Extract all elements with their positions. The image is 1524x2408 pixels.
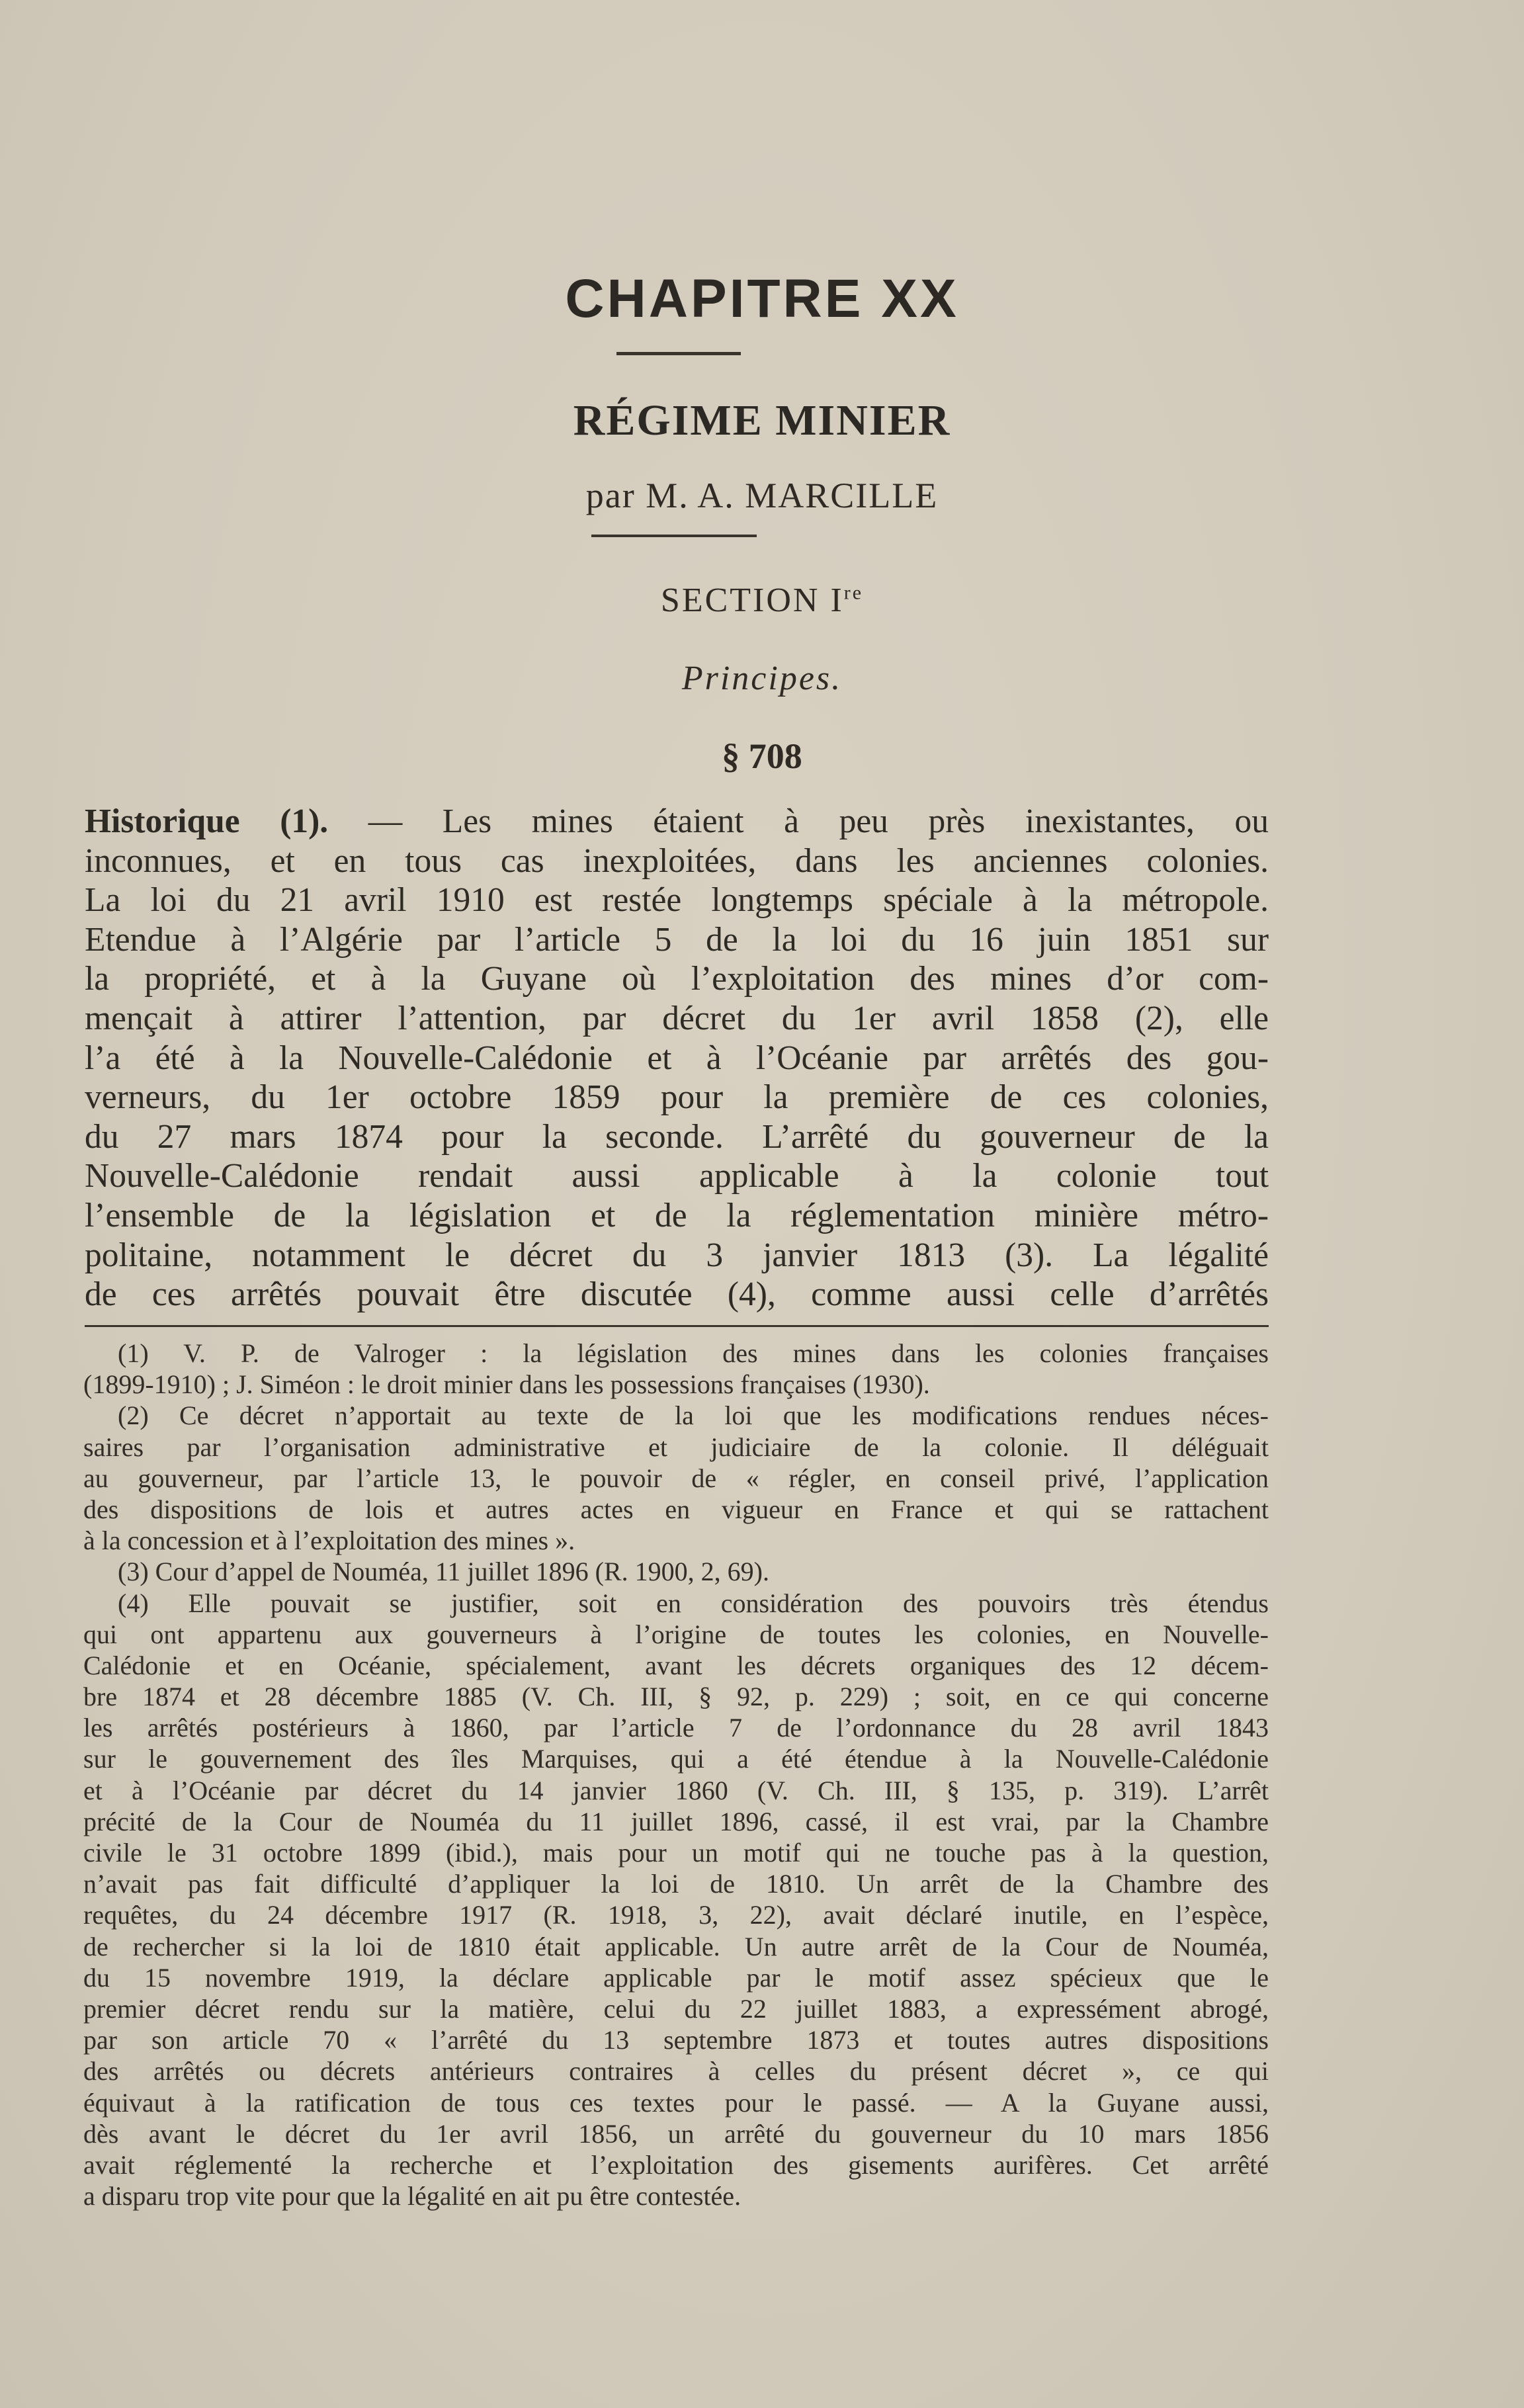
chapter-title: CHAPITRE XX [565, 269, 959, 329]
body-line: du 27 mars 1874 pour la seconde. L’arrêté du gouverneur de la [85, 1117, 1269, 1156]
body-line: Historique (1). — Les mines étaient à peu près inexistantes, ou [85, 802, 1269, 840]
body-line: inconnues, et en tous cas inexploitées, dans les anciennes colonies. [85, 841, 1269, 880]
body-line: Etendue à l’Algérie par l’article 5 de la loi du 16 juin 1851 sur [85, 920, 1269, 959]
footnote-line: du 15 novembre 1919, la déclare applicable par le motif assez spécieux que le [83, 1962, 1269, 1993]
body-line: mençait à attirer l’attention, par décret du 1er avril 1858 (2), elle [85, 999, 1269, 1037]
footnote-line: de rechercher si la loi de 1810 était applicable. Un autre arrêt de la Cour de Nouméa, [83, 1931, 1269, 1961]
body-lead: Historique (1). [85, 802, 329, 840]
footnote-line: dès avant le décret du 1er avril 1856, un arrêté du gouverneur du 10 mars 1856 [83, 2118, 1269, 2149]
body-line: Nouvelle-Calédonie rendait aussi applicable à la colonie tout [85, 1157, 1269, 1195]
footnote-line: (4) Elle pouvait se justifier, soit en considération des pouvoirs très étendus [118, 1588, 1269, 1618]
section-title: Principes. [681, 660, 843, 697]
footnote-line: (2) Ce décret n’apportait au texte de la loi que les modifications rendues néces- [118, 1400, 1269, 1431]
section-label: SECTION I [660, 581, 844, 619]
section-superscript: re [843, 581, 864, 604]
section-heading [0, 581, 1524, 620]
body-line: politaine, notamment le décret du 3 janvier 1813 (3). La légalité [85, 1236, 1269, 1274]
footnote-line: (1899-1910) ; J. Siméon : le droit minier dans les possessions françaises (1930). [83, 1369, 930, 1400]
footnote-line: a disparu trop vite pour que la légalité en ait pu être contestée. [83, 2181, 741, 2212]
footnote-line: à la concession et à l’exploitation des mines ». [83, 1526, 575, 1556]
footnote-line: n’avait pas fait difficulté d’appliquer la loi de 1810. Un arrêt de la Chambre des [83, 1869, 1269, 1899]
title-rule [616, 352, 741, 355]
footnote-line: civile le 31 octobre 1899 (ibid.), mais pour un motif qui ne touche pas à la question, [83, 1838, 1269, 1868]
body-line: l’ensemble de la législation et de la réglementation minière métro- [85, 1196, 1269, 1234]
body-line: la propriété, et à la Guyane où l’exploitation des mines d’or com- [85, 960, 1269, 998]
footnotes [83, 1338, 1269, 2212]
author-line: par M. A. MARCILLE [585, 476, 939, 515]
footnote-line: (1) V. P. de Valroger : la législation des mines dans les colonies françaises [118, 1338, 1269, 1368]
body-text [85, 802, 1269, 1314]
paragraph-number: § 708 [722, 736, 802, 776]
footnote-line: les arrêtés postérieurs à 1860, par l’article 7 de l’ordonnance du 28 avril 1843 [83, 1713, 1269, 1743]
footnote-line: Calédonie et en Océanie, spécialement, avant les décrets organiques des 12 décem- [83, 1650, 1269, 1680]
footnote-line: saires par l’organisation administrative et judiciaire de la colonie. Il déléguait [83, 1432, 1269, 1462]
footnote-line: des arrêtés ou décrets antérieurs contraires à celles du présent décret », ce qui [83, 2056, 1269, 2086]
footnote-line: sur le gouvernement des îles Marquises, qui a été étendue à la Nouvelle-Calédonie [83, 1744, 1269, 1774]
author-rule [591, 535, 757, 537]
body-line: de ces arrêtés pouvait être discutée (4), comme aussi celle d’arrêtés [85, 1275, 1269, 1314]
footnote-line: précité de la Cour de Nouméa du 11 juillet 1896, cassé, il est vrai, par la Chambre [83, 1806, 1269, 1836]
footnote-line: premier décret rendu sur la matière, celui du 22 juillet 1883, a expressément abrogé, [83, 1993, 1269, 2024]
footnote-line: bre 1874 et 28 décembre 1885 (V. Ch. III, § 92, p. 229) ; soit, en ce qui concerne [83, 1682, 1269, 1712]
footnote-line: par son article 70 « l’arrêté du 13 septembre 1873 et toutes autres dispositions [83, 2025, 1269, 2055]
footnote-line: qui ont appartenu aux gouverneurs à l’origine de toutes les colonies, en Nouvelle- [83, 1619, 1269, 1649]
footnote-line: équivaut à la ratification de tous ces textes pour le passé. — A la Guyane aussi, [83, 2087, 1269, 2118]
subtitle: RÉGIME MINIER [573, 396, 951, 445]
footnote-line: au gouverneur, par l’article 13, le pouvoir de « régler, en conseil privé, l’application [83, 1463, 1269, 1493]
footnote-line: avait réglementé la recherche et l’exploitation des gisements aurifères. Cet arrêté [83, 2149, 1269, 2180]
footnote-line: des dispositions de lois et autres actes en vigueur en France et qui se rattachent [83, 1494, 1269, 1524]
footnote-rule [85, 1325, 1269, 1327]
footnote-line: requêtes, du 24 décembre 1917 (R. 1918, 3, 22), avait déclaré inutile, en l’espèce, [83, 1900, 1269, 1930]
footnote-line: et à l’Océanie par décret du 14 janvier 1860 (V. Ch. III, § 135, p. 319). L’arrêt [83, 1775, 1269, 1805]
body-line: l’a été à la Nouvelle-Calédonie et à l’Océanie par arrêtés des gou- [85, 1039, 1269, 1077]
body-line: verneurs, du 1er octobre 1859 pour la première de ces colonies, [85, 1078, 1269, 1117]
footnote-line: (3) Cour d’appel de Nouméa, 11 juillet 1896 (R. 1900, 2, 69). [118, 1557, 769, 1587]
body-line: La loi du 21 avril 1910 est restée longtemps spéciale à la métropole. [85, 881, 1269, 920]
